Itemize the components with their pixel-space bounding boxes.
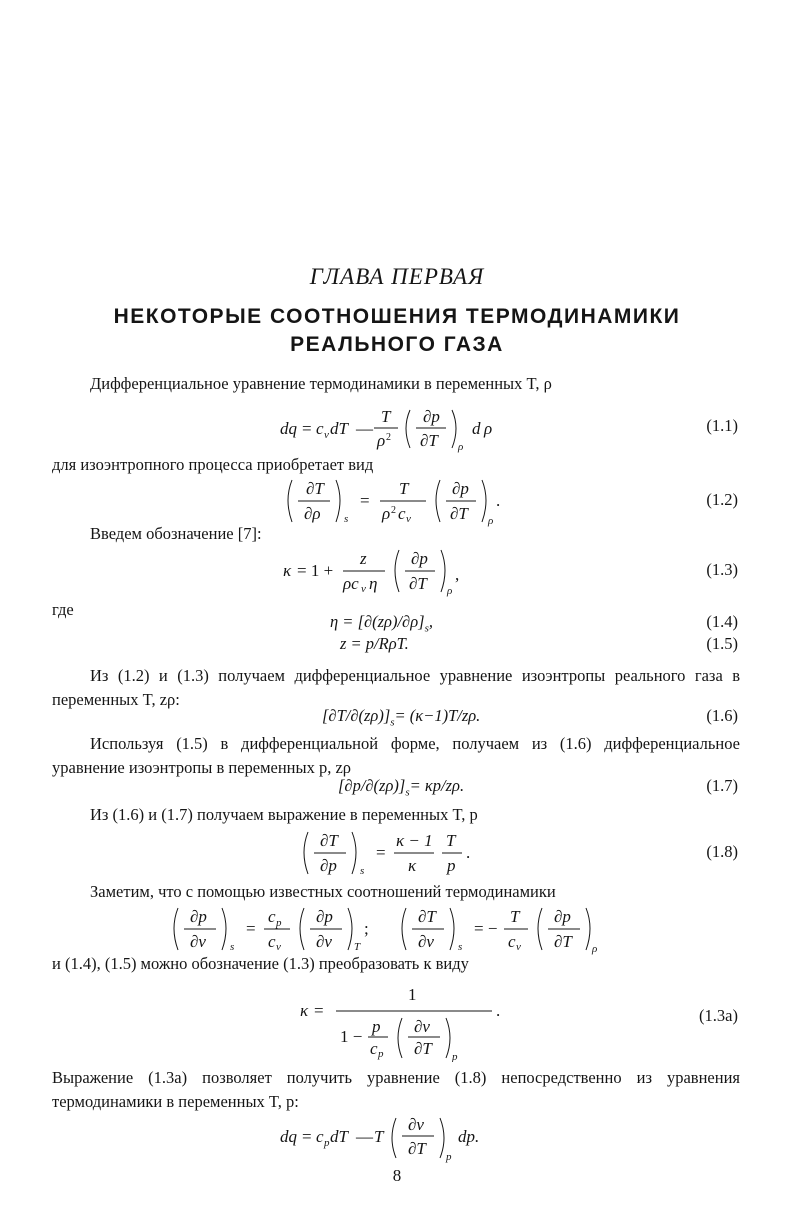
svg-text:∂v: ∂v [418,932,434,951]
paragraph-5: Из (1.2) и (1.3) получаем дифференциальное уравнение изоэнтропы реального газа в переменных T, zρ: [52,666,740,709]
svg-text:v: v [516,941,521,953]
svg-text:T: T [354,941,361,953]
equation-1-8 [296,826,516,882]
svg-text:∂p: ∂p [320,856,337,875]
equation-1-3 [275,544,545,600]
svg-text:ρ: ρ [458,441,464,453]
equation-number-1-2: (1.2) [706,490,738,509]
svg-text:2: 2 [391,505,396,516]
svg-text:p: p [276,917,282,929]
svg-text:∂v: ∂v [408,1115,424,1134]
svg-text:=: = [302,1127,312,1146]
svg-text:ρc: ρc [343,574,359,593]
svg-text:= −: = − [474,919,498,938]
svg-text:c: c [508,932,516,951]
svg-text:p: p [452,1051,458,1062]
svg-text:p: p [372,1017,381,1036]
equation-1-3a [292,982,532,1062]
thermodynamic-relations [166,902,646,958]
chapter-label: ГЛАВА ПЕРВАЯ [309,264,485,289]
svg-text:κ: κ [283,561,292,580]
svg-text:1 −: 1 − [340,1027,363,1046]
svg-text:= 1 +: = 1 + [297,561,334,580]
svg-text:dT: dT [330,1127,348,1146]
svg-text:T: T [374,1127,384,1146]
equation-number-1-6: (1.6) [706,706,738,725]
svg-text:T: T [510,907,520,926]
paragraph-10: Выражение (1.3а) позволяет получить уравнение (1.8) непосредственно из уравнения термодинамики в переменных T, p: [52,1068,740,1111]
svg-text:ρ: ρ [484,419,493,438]
svg-text:ρ: ρ [377,431,386,450]
svg-text:dp.: dp. [458,1127,480,1146]
svg-text:T: T [446,831,456,850]
paragraph-4: где [52,600,74,619]
svg-text:∂T: ∂T [418,907,436,926]
svg-text:κ: κ [300,1001,309,1020]
svg-text:1: 1 [408,985,417,1004]
equation-number-1-4: (1.4) [706,612,738,631]
svg-text:c: c [316,1127,324,1146]
svg-text:.: . [466,843,471,862]
equation-1-7-body: [∂p/∂(zρ)] [338,776,406,795]
svg-text:p: p [446,1151,452,1163]
svg-text:c: c [316,419,324,438]
svg-text:∂v: ∂v [190,932,206,951]
svg-text:.: . [496,1001,501,1020]
equation-number-1-3: (1.3) [706,560,738,579]
svg-text:s: s [458,941,463,953]
svg-text:;: ; [364,919,369,938]
svg-text:κ − 1: κ − 1 [396,831,433,850]
equation-number-1-5: (1.5) [706,634,738,653]
svg-text:∂p: ∂p [411,549,428,568]
equation-1-6 [322,706,480,728]
svg-text:∂T: ∂T [409,574,427,593]
svg-text:=: = [314,1001,324,1020]
svg-text:∂T: ∂T [414,1039,432,1058]
svg-text:∂v: ∂v [414,1017,430,1036]
svg-text:∂T: ∂T [306,479,324,498]
final-equation [270,1110,520,1168]
svg-text:κ: κ [408,856,417,875]
chapter-title [0,303,794,359]
equation-1-1 [270,402,540,454]
svg-text:∂ρ: ∂ρ [304,504,321,523]
chapter-title-line2: РЕАЛЬНОГО ГАЗА [290,333,504,356]
svg-text:v: v [361,583,366,595]
paragraph-6: Используя (1.5) в дифференциальной форме, получаем из (1.6) дифференциальное уравнение изоэнтропы в переменных p, zρ [52,734,740,777]
svg-text:∂T: ∂T [554,932,572,951]
svg-text:=: = [376,843,386,862]
svg-text:∂p: ∂p [452,479,469,498]
equation-1-7-tail: = κp/zρ. [409,776,465,795]
chapter-title-line1: НЕКОТОРЫЕ СООТНОШЕНИЯ ТЕРМОДИНАМИКИ [113,305,681,328]
svg-text:p: p [324,1137,330,1149]
svg-text:v: v [406,513,411,525]
svg-text:c: c [370,1039,378,1058]
svg-text:p: p [447,856,456,875]
svg-text:∂T: ∂T [450,504,468,523]
svg-text:ρ: ρ [382,504,391,523]
equation-1-4-tail: , [428,612,433,631]
equation-number-1-3a: (1.3а) [699,1006,738,1025]
equation-1-7 [338,776,464,798]
equation-1-6-tail: = (κ−1)T/zρ. [394,706,481,725]
svg-text:,: , [455,565,460,584]
svg-text:c: c [268,932,276,951]
equation-1-4 [330,612,433,634]
svg-text:∂p: ∂p [190,907,207,926]
svg-text:v: v [276,941,281,953]
svg-text:∂T: ∂T [320,831,338,850]
equation-1-4-body: η = [∂(zρ)/∂ρ] [330,612,425,631]
equation-number-1-1: (1.1) [706,416,738,435]
svg-text:ρ: ρ [488,515,494,527]
svg-text:=: = [246,919,256,938]
svg-text:∂T: ∂T [420,431,438,450]
svg-text:s: s [360,865,365,877]
svg-text:c: c [398,504,406,523]
paragraph-7: Из (1.6) и (1.7) получаем выражение в переменных T, p [90,805,478,824]
svg-text:∂p: ∂p [554,907,571,926]
svg-text:η: η [369,574,378,593]
svg-text:ρ: ρ [447,585,453,597]
equation-number-1-8: (1.8) [706,842,738,861]
svg-text:z: z [360,549,367,568]
page-number: 8 [392,1166,402,1185]
svg-text:∂p: ∂p [423,407,440,426]
equation-1-6-body: [∂T/∂(zρ)] [322,706,391,725]
svg-text:ρ: ρ [592,943,598,955]
paragraph-8: Заметим, что с помощью известных соотношений термодинамики [90,882,556,901]
svg-text:dq: dq [280,419,297,438]
equation-1-5: z = p/RρT. [340,634,409,653]
equation-number-1-7: (1.7) [706,776,738,795]
svg-text:p: p [378,1048,384,1060]
svg-text:T: T [381,407,391,426]
equation-1-6-sub: s [390,716,395,729]
svg-text:∂v: ∂v [316,932,332,951]
svg-text:v: v [324,429,329,441]
svg-text:=: = [302,419,312,438]
svg-text:—: — [356,419,373,438]
svg-text:dq: dq [280,1127,297,1146]
svg-text:c: c [268,907,276,926]
svg-text:d: d [472,419,481,438]
svg-text:T: T [399,479,409,498]
svg-text:=: = [360,491,370,510]
svg-text:dT: dT [330,419,348,438]
paragraph-9: и (1.4), (1.5) можно обозначение (1.3) преобразовать к виду [52,954,469,973]
svg-text:2: 2 [386,432,391,443]
svg-text:∂T: ∂T [408,1139,426,1158]
equation-1-7-sub: s [405,786,410,799]
paragraph-2: для изоэнтропного процесса приобретает вид [52,455,374,474]
svg-text:∂p: ∂p [316,907,333,926]
paragraph-3: Введем обозначение [7]: [90,524,262,543]
svg-text:.: . [496,491,501,510]
equation-1-4-sub: s [424,622,429,635]
svg-text:—: — [356,1127,373,1146]
svg-text:s: s [344,513,349,525]
paragraph-1: Дифференциальное уравнение термодинамики в переменных T, ρ [90,374,552,393]
svg-text:s: s [230,941,235,953]
